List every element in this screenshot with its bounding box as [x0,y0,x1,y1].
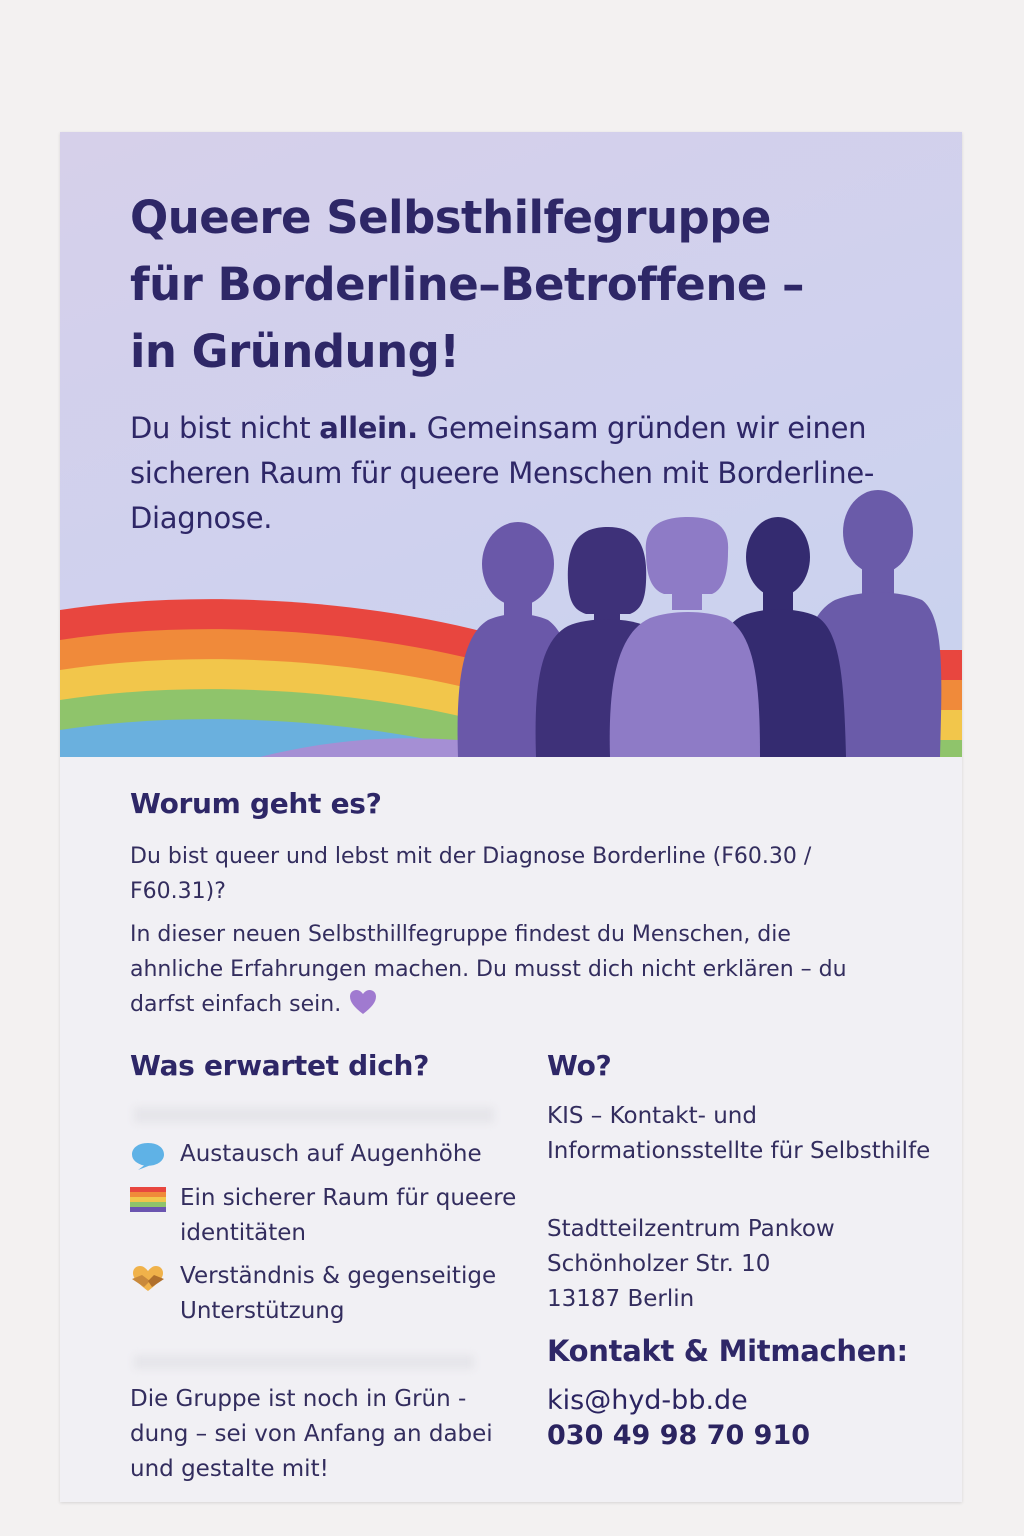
contact-phone[interactable]: 030 49 98 70 910 [547,1420,811,1451]
headline [130,184,910,385]
intro-text [130,406,930,541]
headline-line-1: Queere Selbsthilfegruppe [130,191,771,244]
list-item [130,1181,530,1256]
content-area [60,757,962,1502]
list-item-text: Austausch auf Augenhöhe [180,1141,482,1167]
about-paragraph-1: Du bist queer und lebst mit der Diagnose Borderline (F60.30 / F60.31)? [130,844,812,904]
list-item [130,1137,530,1177]
list-item-text: Ein sicherer Raum für queere identitäten [180,1185,517,1246]
section-heading-contact: Kontakt & Mitmachen: [547,1334,908,1368]
faded-line [134,1107,494,1123]
contact-email[interactable]: kis@hyd-bb.de [547,1385,748,1416]
purple-heart-icon [348,987,378,1017]
list-item-text: Verständnis & gegenseitige Unterstützung [180,1263,497,1324]
headline-line-3: in Gründung! [130,325,460,378]
intro-text-bold: allein. [319,411,418,445]
organization-name: KIS – Kontakt- und Informationsstellte für Selbsthilfe [547,1103,931,1164]
hero-banner [60,132,962,757]
about-paragraph-2-text: In dieser neuen Selbsthillfegruppe findest du Menschen, die ahnliche Erfahrungen machen. Du musst dich nicht erklären – du darfst einfach sein. [130,922,847,1017]
section-heading-expect: Was erwartet dich? [130,1049,430,1082]
address-line: Stadtteilzentrum Pankow [547,1216,835,1242]
section-heading-where: Wo? [547,1049,612,1082]
intro-text-start: Du bist nicht [130,411,320,445]
rainbow-flag-icon [130,1185,166,1215]
address-line: Schönholzer Str. 10 [547,1251,771,1277]
faded-line [134,1355,474,1369]
about-paragraph-2 [130,917,890,1022]
speech-bubble-icon [130,1141,166,1171]
flyer [60,132,962,1502]
intro-text-end: Gemeinsam gründen wir einen sicheren Raum für queere Menschen mit Borderline-Diagnose. [130,411,875,535]
closing-text: Die Gruppe ist noch in Grün - dung – sei von Anfang an dabei und gestalte mit! [130,1386,493,1482]
section-heading-about: Worum geht es? [130,787,382,820]
address [547,1212,947,1317]
address-line: 13187 Berlin [547,1286,695,1312]
list-item [130,1259,530,1334]
heart-hands-icon [130,1263,166,1293]
headline-line-2: für Borderline–Betroffene – [130,258,805,311]
